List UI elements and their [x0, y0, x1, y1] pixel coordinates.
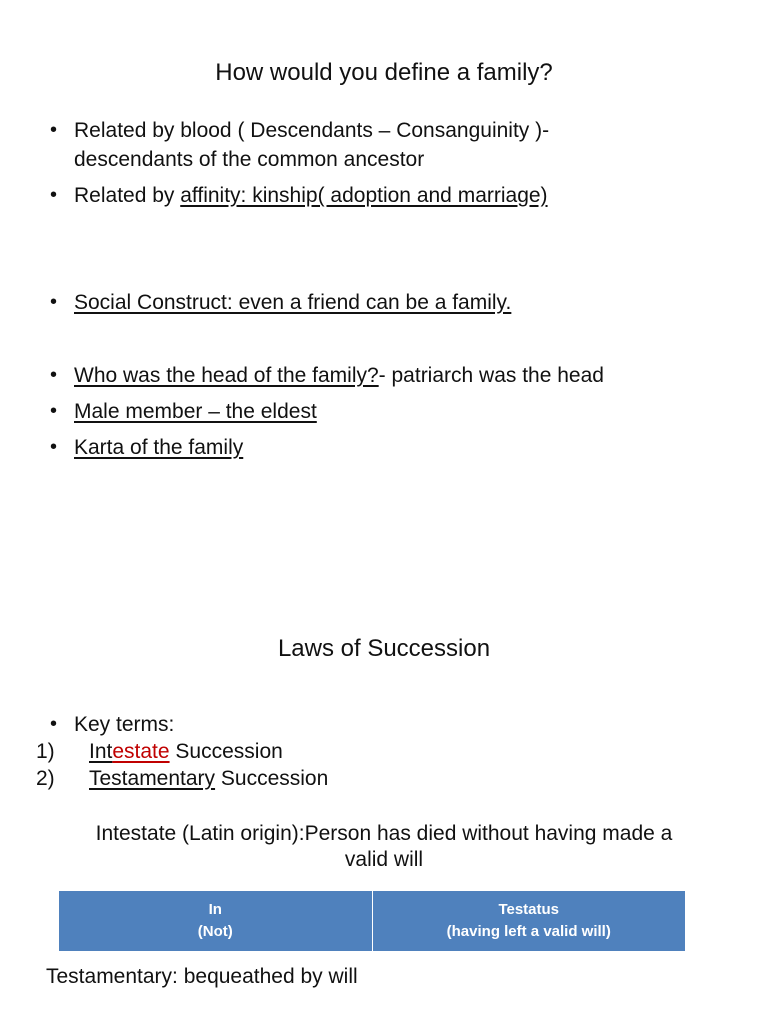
bullet-text-plain: Related by	[74, 184, 181, 207]
item-text-underlined: Int	[89, 740, 113, 763]
bullet-text-underlined: Karta of the family	[74, 436, 244, 459]
bullet-text: Related by blood ( Descendants – Consanguinity )-	[74, 119, 550, 142]
item-number: 2)	[36, 767, 55, 790]
item-number: 1)	[36, 740, 55, 763]
bullet-text	[74, 361, 604, 390]
item-text-plain: Succession	[215, 767, 329, 790]
cell-line2: (Not)	[197, 923, 233, 940]
bullet-icon: •	[50, 291, 58, 313]
bullet-text-underlined: Male member – the eldest	[74, 400, 317, 423]
bullet-text-continued: descendants of the common ancestor	[74, 148, 425, 171]
table-cell-testatus	[372, 891, 686, 952]
etymology-table	[58, 890, 686, 952]
table-row	[59, 891, 686, 952]
table-cell-in	[59, 891, 373, 952]
item-text-plain: Succession	[169, 740, 283, 763]
item-text	[89, 738, 283, 765]
bullet-icon: •	[50, 364, 58, 386]
slide1-title: How would you define a family?	[215, 59, 553, 86]
bullet-text-underlined: Who was the head of the family?	[74, 364, 379, 387]
bullet-text: Key terms:	[74, 713, 175, 736]
bullet-text-underlined: Social Construct: even a friend can be a family.	[74, 291, 512, 314]
cell-line2: (having left a valid will)	[446, 923, 611, 940]
bullet-text-plain: - patriarch was the head	[378, 364, 604, 387]
bullet-icon: •	[50, 119, 58, 141]
intestate-definition	[40, 821, 728, 873]
intestate-definition-line1: Intestate (Latin origin):Person has died without having made a	[95, 822, 673, 845]
bullet-icon: •	[50, 184, 58, 206]
bullet-text-underlined: affinity: kinship( adoption and marriage)	[180, 184, 548, 207]
bullet-icon: •	[50, 713, 58, 735]
bullet-icon: •	[50, 400, 58, 422]
cell-line1: In	[208, 901, 222, 918]
bullet-icon: •	[50, 436, 58, 458]
item-text-highlighted: estate	[112, 740, 170, 763]
bullet-text	[74, 181, 548, 210]
item-text	[89, 765, 328, 792]
slide2-title: Laws of Succession	[277, 635, 491, 662]
item-text-underlined: Testamentary	[89, 767, 216, 790]
cell-line1: Testatus	[498, 901, 560, 918]
testamentary-definition: Testamentary: bequeathed by will	[46, 965, 358, 988]
intestate-definition-line2: valid will	[344, 848, 424, 871]
